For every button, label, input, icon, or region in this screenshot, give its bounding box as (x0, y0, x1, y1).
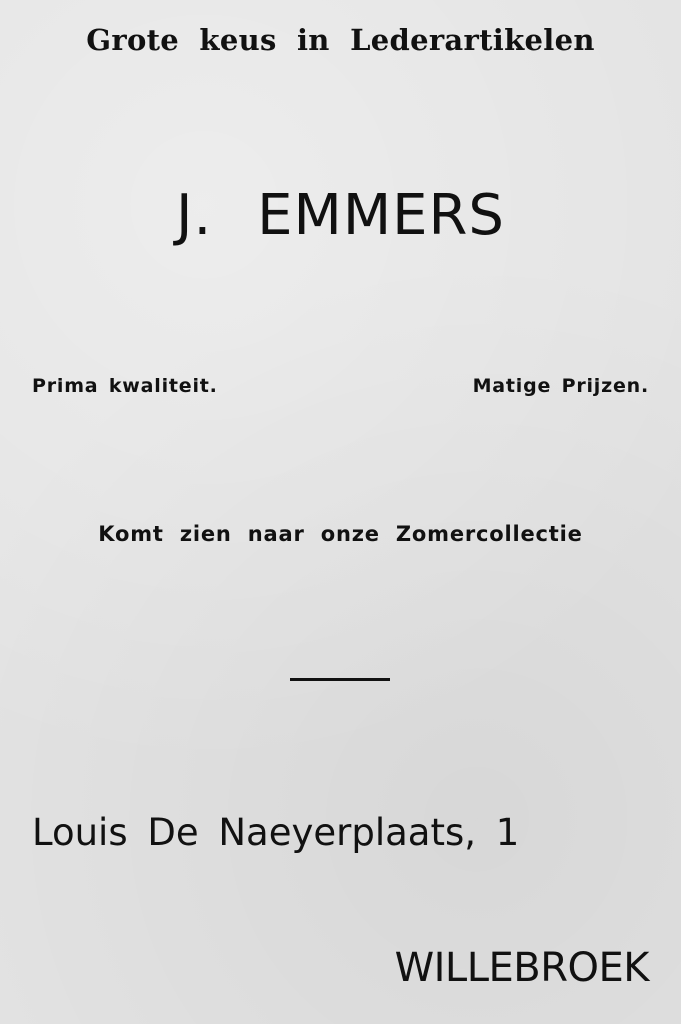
collection-notice: Komt zien naar onze Zomercollectie (98, 522, 583, 546)
tagline-prices: Matige Prijzen. (472, 375, 649, 397)
business-name: J. EMMERS (176, 183, 505, 248)
divider-rule (290, 678, 390, 681)
tagline-quality: Prima kwaliteit. (32, 375, 218, 397)
town: WILLEBROEK (394, 945, 649, 991)
address: Louis De Naeyerplaats, 1 (32, 811, 520, 854)
headline: Grote keus in Lederartikelen (86, 23, 595, 57)
